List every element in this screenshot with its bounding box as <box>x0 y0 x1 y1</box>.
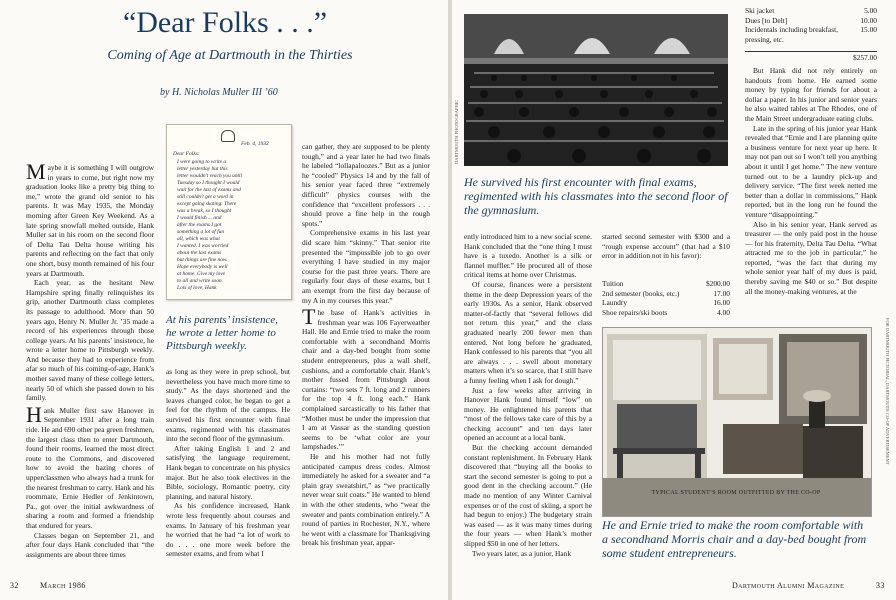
letter-caption: At his parents’ insistence, he wrote a letter home to Pittsburgh weekly. <box>166 314 279 352</box>
letter-line: something a lot of fun <box>177 229 225 235</box>
expense-row <box>745 16 877 26</box>
gymnasium-exam-image <box>464 14 728 166</box>
page-number-right: 33 <box>876 581 885 590</box>
page-number-left: 32 <box>10 581 19 590</box>
paragraph: Hank Muller first saw Hanover in September 1931 after a long train ride. He and 690 other pea green freshmen, the largest class then to enter Dartmouth, found their rooms, learned the most direct route to the Commons, and discovered how to avoid the hazing chores of upperclassmen who always had a trunk for the nearest freshman to carry. Hank and his roommate, Ernie Hedler of Jenkintown, Pa., got over the initial awkwardness of sharing a room and formed a friendship that endured for years. <box>26 401 154 530</box>
paragraph: He and his mother had not fully anticipated campus dress codes. Almost immediately he asked for a sweater and “a plain gray sweatshirt,” as “we practically never wear suit coats.” He wanted to blend in with the other students, who “wear the sweater and pants combination entirely.” A round of parties in Rochester, N.Y., where he went with a classmate for Thanksgiving break his freshman year, appar- <box>302 452 430 548</box>
gymnasium-photo-caption: He survived his first encounter with final exams, regimented with his classmates into the second floor of the gymnasium. <box>464 175 728 217</box>
paragraph: Classes began on September 21, and after four days Hank concluded that “the assignments are about three times <box>26 530 154 559</box>
expense-amount: 17.00 <box>713 288 730 298</box>
letter-line: I were going to write a <box>177 159 227 165</box>
letter-line: about the last exams <box>177 250 222 256</box>
letter-line: still couldn't get a word in <box>177 194 234 200</box>
expense-row <box>745 6 877 16</box>
paragraph: After taking English 1 and 2 and satisfying the language requirement, Hank began to concentrate on his physics major. But he also took electives in the Bible, sociology, Romantic poetry, city planning, and natural history. <box>166 443 290 501</box>
letter-line: Hope everybody is well <box>177 264 228 270</box>
paragraph: Just a few weeks after arriving in Hanover Hank found himself “low” on money. He enlightened his parents that “most of the fellows take care of this by a checking account” and ten days later opened an account at a local bank. <box>464 385 592 443</box>
paragraph: Also in his senior year, Hank served as treasurer — the only paid post in the house — for his fraternity, Delta Tau Delta. “What attracted me to the job in particular,” he reported, “was the fact that during my whole senior year half of my dues is paid, thereby saving me $40 or so.” But despite all the money-making ventures, at the <box>745 219 877 296</box>
letter-line: letter wouldn't reach you until <box>177 173 243 179</box>
right-page <box>452 0 896 600</box>
article-title: “Dear Folks . . .” <box>122 6 328 39</box>
paragraph: As his confidence increased, Hank wrote less frequently about courses and exams. In January of his freshman year he worried that he had “a lot of work to do . . . one more week before the semester exams, and from what I <box>166 501 290 559</box>
expense-item: Shoe repairs/ski boots <box>602 307 668 317</box>
paragraph: But the checking account demanded constant replenishment. In February Hank discovered that “buying all the books to start the second semester is going to put a good dent in the checking account.” (He made no mention of any Winter Carnival expenses or of the cost of skiing, a sport he had begun to enjoy.) The budgetary strain was eased — as it was many times during the four years — when Hank’s mother slipped $50 in one of her letters. <box>464 443 592 548</box>
student-room-photo <box>602 327 872 517</box>
letter-line: Tuesday so I thought I would <box>177 180 240 186</box>
expense-amount: $200.00 <box>705 279 730 288</box>
expense-amount: 16.00 <box>713 298 730 308</box>
letter-line: I wanted. I was worried <box>177 243 229 249</box>
letter-line: I would finish ... and <box>177 215 222 221</box>
letter-line: letter yesterday but this <box>177 166 228 172</box>
paragraph: ently introduced him to a new social scene. Hank concluded that the “one thing I must have is a tuxedo. Another is a silk or flannel muffler.” He procured all of those critical items at home over Christmas. <box>464 232 592 280</box>
letter-line: all, which was what <box>177 236 220 242</box>
letter-line: Lots of love, Hank <box>177 285 217 291</box>
expense-item: Laundry <box>602 298 628 308</box>
expense-total-value: $257.00 <box>852 53 877 62</box>
photo-inset-caption: TYPICAL STUDENT’S ROOM OUTFITTED BY THE CO-OP <box>651 490 821 496</box>
letter-facsimile <box>166 124 292 300</box>
expense-row <box>602 289 730 299</box>
student-room-image <box>603 328 871 516</box>
expense-amount: 5.00 <box>864 6 877 15</box>
expense-item: Incidentals including breakfast, pressing, etc. <box>745 25 838 44</box>
paragraph: can gather, they are supposed to be plenty tough,” and a year later he had two finals he labeled “lollapaloozes.” But as a junior he “cooled” Physics 14 and by the fall of his senior year faced three “extremely difficult” physics courses with the confidence that “excellent professors . . . should prove a fine help in the rough spots.” <box>302 142 430 228</box>
magazine-name: Dartmouth Alumni Magazine <box>732 581 845 590</box>
expense-table-continued <box>745 6 877 44</box>
paragraph: Comprehensive exams in his last year did scare him “skinny.” That senior rite presented the “impossible job to go over everything I have studied in my major course for the past three years. There are regularly four days of these exams, but I am exempt from the first day because of my A in my courses this year.” <box>302 228 430 305</box>
right-column-1 <box>464 232 592 558</box>
paragraph: Maybe it is something I will outgrow in years to come, but right now my graduation looks like a pretty big thing to me,” wrote the grand old senior to his parents. It was May 1935, the Monday morning after Green Key Weekend. As a late spring snowfall melted outside, Hank Muller sat in his room on the second floor of Delta Tau Delta house writing his parents and reflecting on the fact that only one short, busy month remained of his four years at Dartmouth. <box>26 159 154 278</box>
letter-line: wait for the last of exams and <box>177 187 241 193</box>
student-room-caption: He and Ernie tried to make the room comfortable with a secondhand Morris chair and a day-bed bought from some student entrepreneurs. <box>602 518 867 560</box>
letter-line: at home. Give my love <box>177 271 226 277</box>
expense-total <box>745 51 877 63</box>
byline: by H. Nicholas Muller III ’60 <box>160 87 278 98</box>
expense-table <box>602 279 730 317</box>
paragraph: Two years later, as a junior, Hank <box>472 548 572 558</box>
letter-line: except going skating. There <box>177 201 237 207</box>
letterhead-crest-icon <box>221 130 235 142</box>
paragraph: started second semester with $300 and a “rough expense account” (that had a $10 error in addition not in his favor): <box>602 232 730 261</box>
paragraph: Each year, as the hesitant New Hampshire spring finally relinquishes its grip, another Dartmouth class completes its passage to adulthood. More than 50 years ago, Henry N. Muller Jr. ’35 made a record of his experiences through those college years. At his parents’ insistence, he wrote a letter home to Pittsburgh weekly. And because they had to experience from afar so much of his coming-of-age, Hank’s mother saved many of these college letters, nearly 50 of which she passed down to his family. <box>26 278 154 403</box>
expense-amount: 15.00 <box>860 25 877 35</box>
letter-body <box>177 159 285 292</box>
gymnasium-exam-photo <box>464 14 728 166</box>
expense-amount: 10.00 <box>860 15 877 25</box>
letter-salutation: Dear Folks: <box>173 151 200 157</box>
paragraph: But Hank did not rely entirely on handouts from home. He earned some money by typing for friends for about a dollar a paper. In his junior and senior years he also waited tables at The Rhodes, one of the Main Street undergraduate eating clubs. <box>745 66 877 123</box>
right-column-2 <box>602 232 730 261</box>
left-column-2 <box>166 367 290 559</box>
expense-item: Tuition <box>602 279 624 288</box>
issue-date: March 1986 <box>40 581 86 590</box>
expense-row <box>745 25 877 44</box>
paragraph: The base of Hank’s activities in freshman year was 106 Fayerweather Hall. He and Ernie tried to make the room comfortable with a secondhand Morris chair and a day-bed bought from some student entrepreneurs, plus a wall shelf, cushions, and a comfortable chair. Hank’s mother fussed from Pittsburgh about curtains: “two sets 7 ft. long and 2 runners for the top 4 ft. long each.” Hank complained sarcastically to his father that “Mother must be under the impression that I am at Vassar as the standing question seems to be ‘what color are your lampshades.’” <box>302 304 430 452</box>
letter-line: after the exams I got <box>177 222 222 228</box>
letter-line: but things are fine now. <box>177 257 228 263</box>
paragraph: Late in the spring of his junior year Hank revealed that “Ernie and I are planning quite a business venture for next year up here. It may not pan out so I won’t tell you anything about it until I get home.” The new venture turned out to be a laundry pick-up and delivery service. “The first week netted me better than a dollar in commissions,” Hank reported, but in the long run he found the venture “disappointing.” <box>745 123 877 219</box>
expense-item: 2nd semester (books, etc.) <box>602 288 680 298</box>
expense-row <box>602 298 730 308</box>
right-column-3 <box>745 66 877 296</box>
photo-credit-2: FOR DARTMOUTH PICTORIAL, DARTMOUTH CO-OP ADVERTISEMENT <box>885 318 890 465</box>
expense-row <box>602 308 730 318</box>
letter-date: Feb. 4, 1932 <box>241 141 269 147</box>
letter-line: was a break, so I thought <box>177 208 232 214</box>
paragraph: as long as they were in prep school, but nevertheless you have much more time to study.” As the days shortened and the leaves changed color, he began to get a feel for the rhythm of the campus. He survived his first encounter with final exams, regimented with his classmates into the second floor of the gymnasium. <box>166 367 290 444</box>
expense-item: Ski jacket <box>745 6 775 15</box>
expense-item: Dues [to Delt] <box>745 15 788 25</box>
letter-line: to all and write soon. <box>177 278 223 284</box>
expense-row <box>602 279 730 289</box>
left-column-3 <box>302 142 430 548</box>
expense-amount: 4.00 <box>717 307 730 317</box>
article-subtitle: Coming of Age at Dartmouth in the Thirties <box>107 48 353 63</box>
left-column-1 <box>26 159 154 559</box>
photo-credit-1: DARTMOUTH PHOTOGRAPHIC <box>454 99 459 164</box>
paragraph: Of course, finances were a persistent theme in the deep Depression years of the early 1930s. As a senior, Hank observed matter-of-factly that “several fellows did not return this year,” and the class graduated nearly 200 fewer men than entered. Not long before he graduated, Hank confessed to his parents that “you all are always . . . swell about monetary matters when it’s so scarce, that I still have a funny feeling when I ask for dough.” <box>464 279 592 385</box>
